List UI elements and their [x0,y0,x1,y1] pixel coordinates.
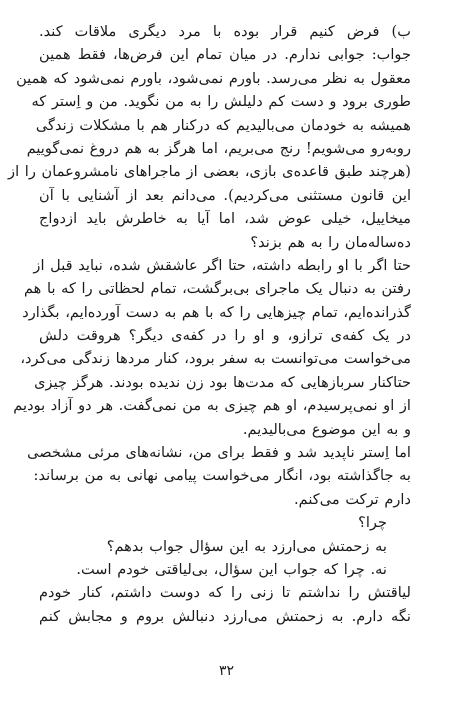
text-line: جواب: جوابی ندارم. در میان تمام این فرض‌ها، فقط همین [39,46,411,64]
text-line: معقول به نظر می‌رسد. باورم نمی‌شود، باورم نمی‌شود که همین [16,69,411,87]
text-line: میخاییل، خیلی عوض شد، اما آیا به خاطرش باید ازدواج [39,210,411,228]
text-line: در یک کفه‌ی ترازو، و او را در کفه‌ی دیگر؟ هروقت دلش [39,327,411,345]
text-line: می‌خواست می‌توانست به سفر برود، کنار مردها زندگی می‌کرد، [20,350,411,368]
text-line: گذرانده‌ایم، تمام چیزهایی را که با هم به دست آورده‌ایم، بگذارد [22,303,411,321]
text-line: به جاگذاشته بود، انگار می‌خواست پیامی نهانی به من برساند: [33,467,411,485]
text-line: نگه دارم. به زحمتش می‌ارزد دنبالش بروم و مجابش کنم [39,607,411,625]
text-line: لیاقتش را نداشتم تا زنی را که دوست داشتم، کنار خودم [39,584,411,602]
text-line: همیشه به خودمان می‌بالیدیم که درکنار هم با مشکلات زندگی [35,116,411,134]
text-line: (هرچند طبق قاعده‌ی بازی، بعضی از ماجراهای نامشروعمان را از [8,163,411,181]
text-line: حتاکنار سربازهایی که مدت‌ها بود زن ندیده بودند. هرگز چیزی [34,373,411,391]
text-line: روبه‌رو می‌شویم! رنج می‌بریم، اما هرگز به هم دروغ نمی‌گوییم [26,139,411,157]
page-body [8,20,411,628]
text-line: نه. چرا که جواب این سؤال، بی‌لیاقتی خودم است. [76,560,387,578]
page-number: ۳۲ [218,663,235,679]
text-line: اما اِستر ناپدید شد و فقط برای من، نشانه‌های مرئی مشخصی [27,444,411,462]
text-line: حتا اگر با او رابطه داشته، حتا اگر عاشقش شده، نباید قبل از [33,256,411,274]
text-line: از او نمی‌پرسیدم، او هم چیزی به من نمی‌گفت. هر دو آزاد بودیم [13,397,411,415]
text-line: دارم ترکت می‌کنم. [294,490,411,508]
text-line: چرا؟ [358,514,387,532]
text-line: و به این موضوع می‌بالیدیم. [242,420,411,438]
text-line: این قانون مستثنی می‌کردیم). می‌دانم بعد از آشنایی با آن [39,186,411,204]
text-line: ده‌ساله‌مان را به هم بزند؟ [250,233,411,251]
text-line: طوری برود و دست کم دلیلش را به من نگوید. من و اِستر که [31,93,411,111]
text-line: به زحمتش می‌ارزد به این سؤال جواب بدهم؟ [106,537,387,555]
text-line: ب) فرض کنیم قرار بوده با مرد دیگری ملاقات کند. [39,23,411,40]
text-line: رفتن به دنبال یک ماجرای بی‌برگشت، تمام لحظاتی را که با هم [23,280,411,298]
